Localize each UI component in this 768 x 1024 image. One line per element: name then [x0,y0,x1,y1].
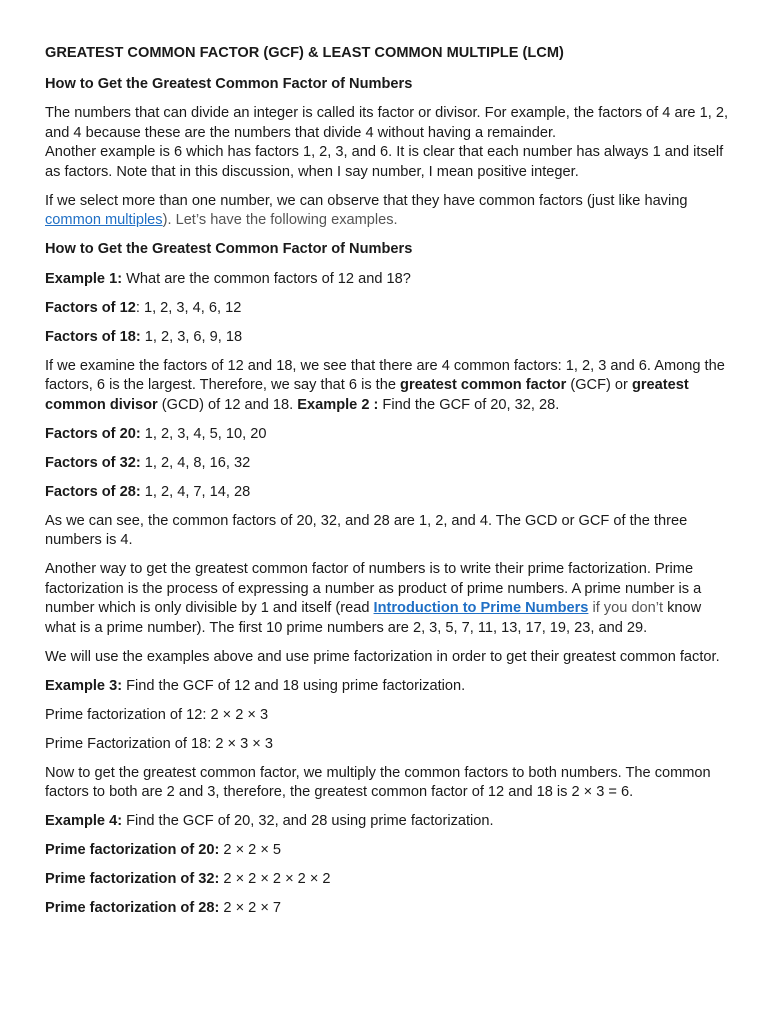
multiply-common-factors-paragraph: Now to get the greatest common factor, we multiply the common factors to both numbers. The common factors to both are 2 and 3, therefore, the greatest common factor of 12 and 18 is 2 × 3 = 6. [45,764,711,800]
example-1-text: What are the common factors of 12 and 18? [122,270,411,287]
example-2-text: Find the GCF of 20, 32, 28. [378,396,560,413]
pf20-values: 2 × 2 × 5 [219,842,282,858]
gcf-text-2: (GCF) or [566,377,632,393]
example-4-text: Find the GCF of 20, 32, and 28 using prime factorization. [122,813,494,829]
factors-18-label: Factors of 18: [45,328,141,345]
gcf-text-3: (GCD) of 12 and 18. [157,396,298,413]
factors-20-values: 1, 2, 3, 4, 5, 10, 20 [140,425,267,442]
factors-32-values: 1, 2, 4, 8, 16, 32 [140,454,251,471]
prime-factorization-32 [45,870,728,890]
prime-text-1: Another way to get the greatest common factor of numbers is to write their prime factorization. Prime factorization is the process of expressing a number as product of prime numbers. A prime number is a number which is only divisible by 1 and itself (read [45,561,702,616]
common-factors-paragraph [45,192,728,231]
example-2-label: Example 2 : [297,396,379,413]
factors-32-label: Factors of 32: [45,454,141,471]
example-4-label: Example 4: [45,813,123,829]
prime-text-grey: if you don’t [588,600,664,616]
factors-18-values: 1, 2, 3, 6, 9, 18 [140,328,243,345]
example-3-label: Example 3: [45,677,123,694]
intro-prime-numbers-link[interactable]: Introduction to Prime Numbers [373,600,589,616]
common-factors-three-paragraph: As we can see, the common factors of 20, 32, and 28 are 1, 2, and 4. The GCD or GCF of the three numbers is 4. [45,512,688,548]
section-heading-gcf: How to Get the Greatest Common Factor of Numbers [45,75,413,92]
prime-factorization-28 [45,899,728,919]
intro-line-2: Another example is 6 which has factors 1, 2, 3, and 6. It is clear that each number has always 1 and itself as factors. Note that in this discussion, when I say number, I mean positive integer. [45,144,724,180]
example-1 [45,270,728,290]
intro-line-1: The numbers that can divide an integer is called its factor or divisor. For example, the factors of 4 are 1, 2, and 4 because these are the numbers that divide 4 without having a remainder. [45,105,728,141]
example-3-text: Find the GCF of 12 and 18 using prime factorization. [122,677,466,694]
pf28-values: 2 × 2 × 7 [219,900,282,916]
prime-text-2: know what is a prime number). The first 10 prime numbers are 2, 3, 5, 7, 11, 13, 17, 19, 23, and 29. [45,600,702,636]
factors-12-values: : 1, 2, 3, 4, 6, 12 [135,299,242,316]
example-1-label: Example 1: [45,270,123,287]
common-text-after: ). Let’s have the following examples. [162,212,398,228]
example-4 [45,812,728,832]
gcf-text-1: If we examine the factors of 12 and 18, we see that there are 4 common factors: 1, 2, 3 and 6. Among the factors, 6 is the largest. Therefore, we say that 6 is the [45,357,725,393]
gcf-term: greatest common factor [400,377,567,393]
intro-paragraph [45,104,728,182]
prime-factorization-12: Prime factorization of 12: 2 × 2 × 3 [45,706,269,723]
factors-of-32 [45,454,728,474]
factors-20-label: Factors of 20: [45,425,141,442]
pf20-label: Prime factorization of 20: [45,842,220,858]
section-heading-gcf-repeat: How to Get the Greatest Common Factor of Numbers [45,241,413,257]
prime-factorization-18: Prime Factorization of 18: 2 × 3 × 3 [45,735,273,752]
example-3 [45,677,728,697]
gcf-explanation-paragraph [45,357,728,416]
pf32-label: Prime factorization of 32: [45,871,220,887]
prime-factorization-20 [45,841,728,861]
factors-of-18 [45,328,728,348]
common-text-before: If we select more than one number, we can observe that they have common factors (just like having [45,192,688,209]
factors-28-values: 1, 2, 4, 7, 14, 28 [140,483,251,500]
factors-28-label: Factors of 28: [45,483,141,500]
gcd-term: greatest common divisor [45,377,689,413]
factors-of-28 [45,483,728,503]
common-multiples-link[interactable]: common multiples [45,212,163,228]
factors-of-12 [45,299,728,319]
use-examples-paragraph: We will use the examples above and use prime factorization in order to get their greatest common factor. [45,648,720,665]
factors-12-label: Factors of 12 [45,299,136,316]
document-title: GREATEST COMMON FACTOR (GCF) & LEAST COMMON MULTIPLE (LCM) [45,45,564,61]
prime-factorization-paragraph [45,560,728,638]
pf32-values: 2 × 2 × 2 × 2 × 2 [219,871,331,887]
factors-of-20 [45,425,728,445]
pf28-label: Prime factorization of 28: [45,900,220,916]
